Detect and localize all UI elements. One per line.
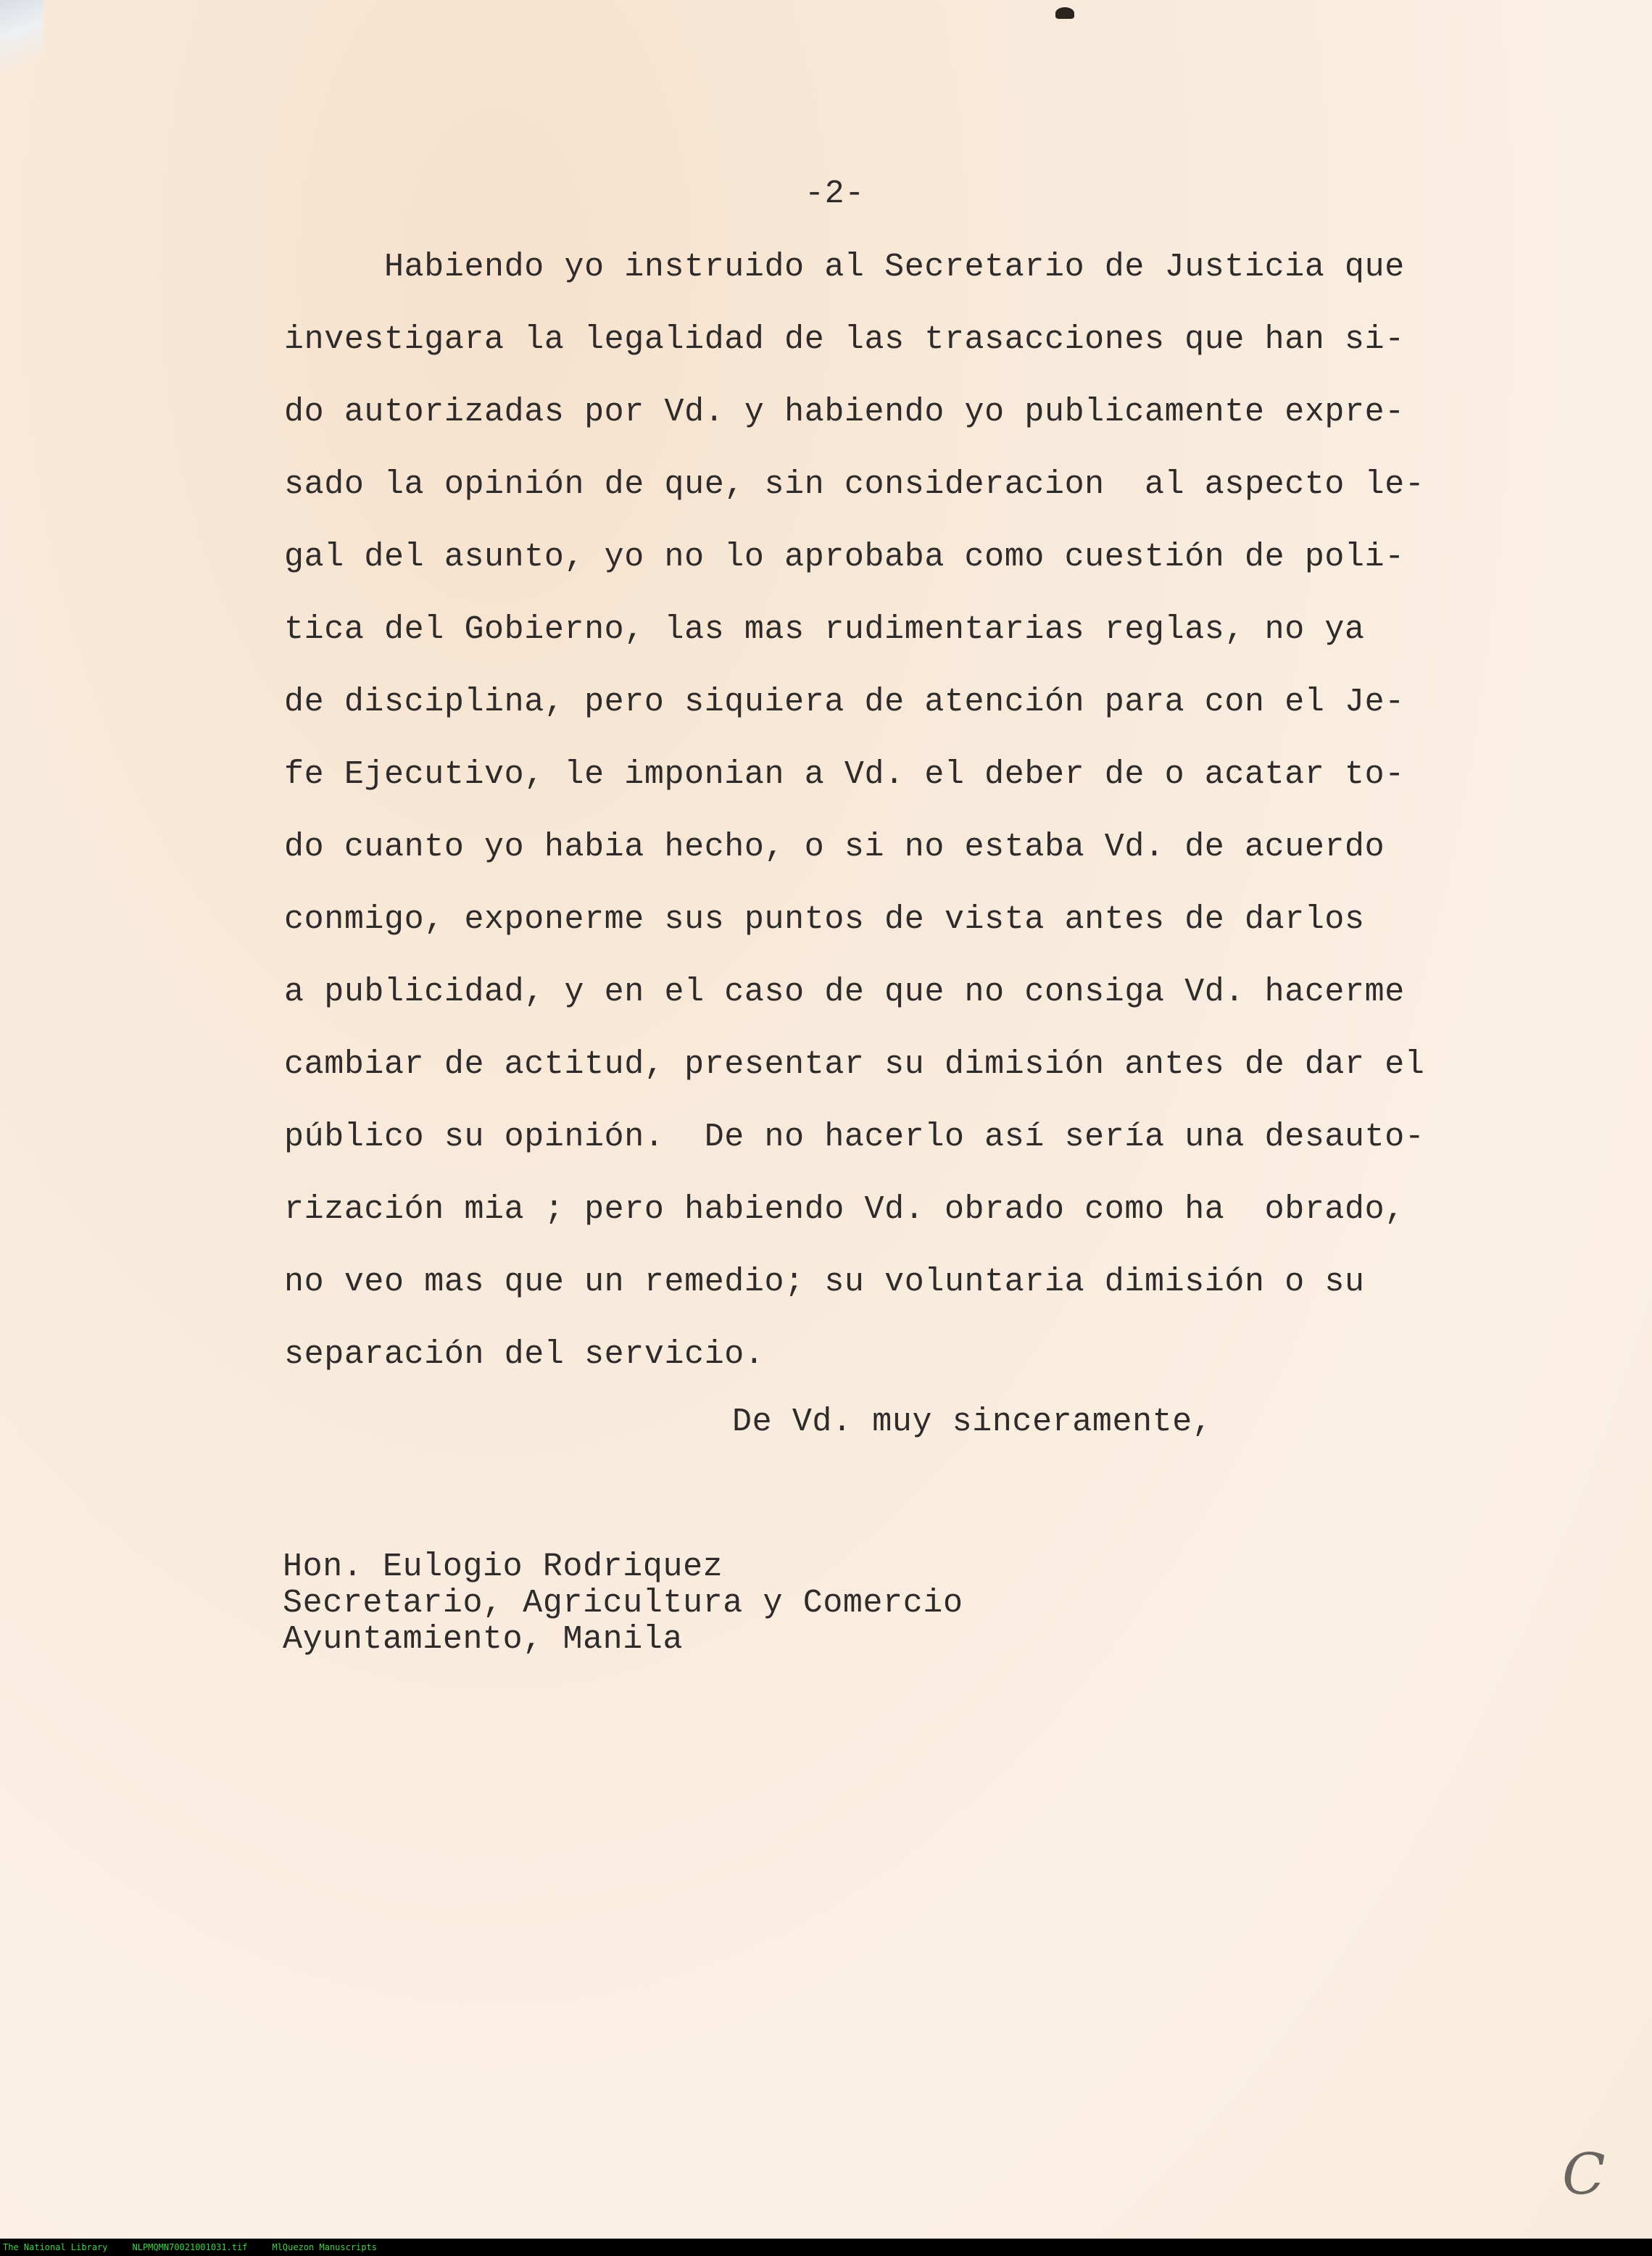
letter-closing: De Vd. muy sinceramente, bbox=[732, 1403, 1213, 1440]
letter-line: separación del servicio. bbox=[284, 1336, 765, 1373]
letter-line: Habiendo yo instruido al Secretario de Justicia que bbox=[284, 249, 1405, 286]
letter-line: público su opinión. De no hacerlo así sería una desauto- bbox=[284, 1119, 1425, 1156]
letter-line: cambiar de actitud, presentar su dimisión antes de dar el bbox=[284, 1046, 1425, 1083]
letter-line: gal del asunto, yo no lo aprobaba como cuestión de poli- bbox=[284, 539, 1405, 576]
addressee-name: Hon. Eulogio Rodriquez bbox=[283, 1548, 723, 1585]
addressee-address: Ayuntamiento, Manila bbox=[283, 1621, 684, 1658]
handwritten-mark: C bbox=[1562, 2142, 1606, 2207]
letter-line: de disciplina, pero siquiera de atención para con el Je- bbox=[284, 684, 1405, 721]
letter-line: tica del Gobierno, las mas rudimentarias reglas, no ya bbox=[284, 611, 1365, 648]
letter-line: do cuanto yo habia hecho, o si no estaba Vd. de acuerdo bbox=[284, 829, 1385, 866]
letter-line: do autorizadas por Vd. y habiendo yo publicamente expre- bbox=[284, 394, 1405, 431]
punch-hole-mark bbox=[1055, 7, 1074, 19]
page-number: -2- bbox=[805, 175, 865, 212]
letter-line: rización mia ; pero habiendo Vd. obrado como ha obrado, bbox=[284, 1191, 1405, 1228]
archive-footer-bar bbox=[0, 2239, 1652, 2256]
footer-file-id: NLPMQMN70021001031.tif bbox=[132, 2242, 248, 2252]
letter-line: fe Ejecutivo, le imponian a Vd. el deber de o acatar to- bbox=[284, 756, 1405, 793]
letter-line: no veo mas que un remedio; su voluntaria dimisión o su bbox=[284, 1264, 1365, 1301]
footer-collection: MlQuezon Manuscripts bbox=[272, 2242, 377, 2252]
letter-line: sado la opinión de que, sin consideracion al aspecto le- bbox=[284, 466, 1425, 503]
addressee-title: Secretario, Agricultura y Comercio bbox=[283, 1585, 963, 1622]
letter-line: a publicidad, y en el caso de que no consiga Vd. hacerme bbox=[284, 974, 1405, 1011]
paper-corner-stain bbox=[0, 0, 43, 80]
footer-institution: The National Library bbox=[3, 2242, 108, 2252]
letter-line: conmigo, exponerme sus puntos de vista antes de darlos bbox=[284, 901, 1365, 938]
letter-line: investigara la legalidad de las trasacciones que han si- bbox=[284, 321, 1405, 358]
